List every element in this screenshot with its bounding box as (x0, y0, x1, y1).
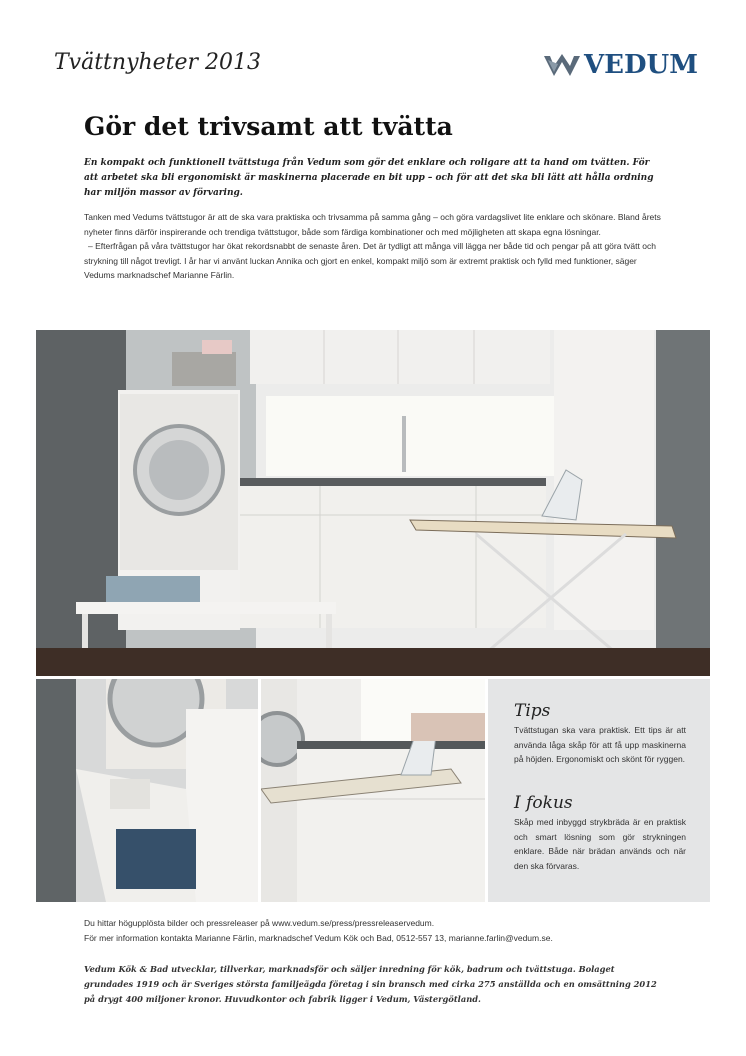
vedum-logo-mark-icon (542, 50, 582, 80)
body-paragraph-2: – Efterfrågan på våra tvättstugor har ökat rekordsnabbt de senaste åren. Det är tydligt att många vill lägga ner både tid och pengar på att göra tvätt och strykning till något trevligt. I år har vi använt luckan Annika och gjort en enkel, kompakt miljö som är extremt praktisk och fylld med funktioner, säger Vedums marknadschef Marianne Färlin. (84, 241, 656, 280)
logo-wordmark: VEDUM (584, 50, 698, 80)
hero-photo-laundry-room (36, 330, 710, 676)
tips-heading: Tips (514, 701, 551, 721)
contact-line: För mer information kontakta Marianne Färlin, marknadschef Vedum Kök och Bad, 0512-557 13, marianne.farlin@vedum.se. (84, 932, 553, 943)
vedum-logo (542, 50, 698, 80)
contact-info (84, 916, 684, 945)
headline: Gör det trivsamt att tvätta (84, 112, 453, 141)
press-link-line: Du hittar högupplösta bilder och pressreleaser på www.vedum.se/press/pressreleaservedum. (84, 918, 435, 928)
body-text (84, 210, 664, 283)
photo-ironing-board (261, 679, 485, 902)
lead-paragraph: En kompakt och funktionell tvättstuga från Vedum som gör det enklare och roligare att ta hand om tvätten. För att arbetet ska bli ergonomiskt är maskinerna placerade en bit upp – och för att det ska bli lätt att hålla ordning har miljön massor av förvaring. (84, 158, 654, 198)
photo-drawer (36, 679, 258, 902)
body-paragraph-1: Tanken med Vedums tvättstugor är att de ska vara praktiska och trivsamma på samma gång – och göra vardagslivet lite enklare och skönare. Bland årets nyheter finns därför inspirerande och trendiga tvättstugor, både som färdiga kombinationer och med möjligheten att skapa egna lösningar. (84, 212, 661, 237)
focus-text: Skåp med inbyggd strykbräda är en praktisk och smart lösning som gör strykningen enklare. Både när brädan används och när den ska förvaras. (514, 817, 686, 871)
tips-box (488, 679, 710, 902)
company-about: Vedum Kök & Bad utvecklar, tillverkar, marknadsför och säljer inredning för kök, badrum och tvättstuga. Bolaget grundades 1919 och är Sveriges största familjeägda företag i sin bransch med cirka 275 anställda och en omsättning 2012 på drygt 400 miljoner kronor. Huvudkontor och fabrik ligger i Vedum, Västergötland. (84, 964, 657, 1004)
tips-text: Tvättstugan ska vara praktisk. Ett tips är att använda låga skåp för att få upp maskinerna på höjden. Ergonomiskt och skönt för ryggen. (514, 725, 686, 764)
document-title: Tvättnyheter 2013 (54, 50, 262, 75)
focus-heading: I fokus (514, 793, 573, 813)
